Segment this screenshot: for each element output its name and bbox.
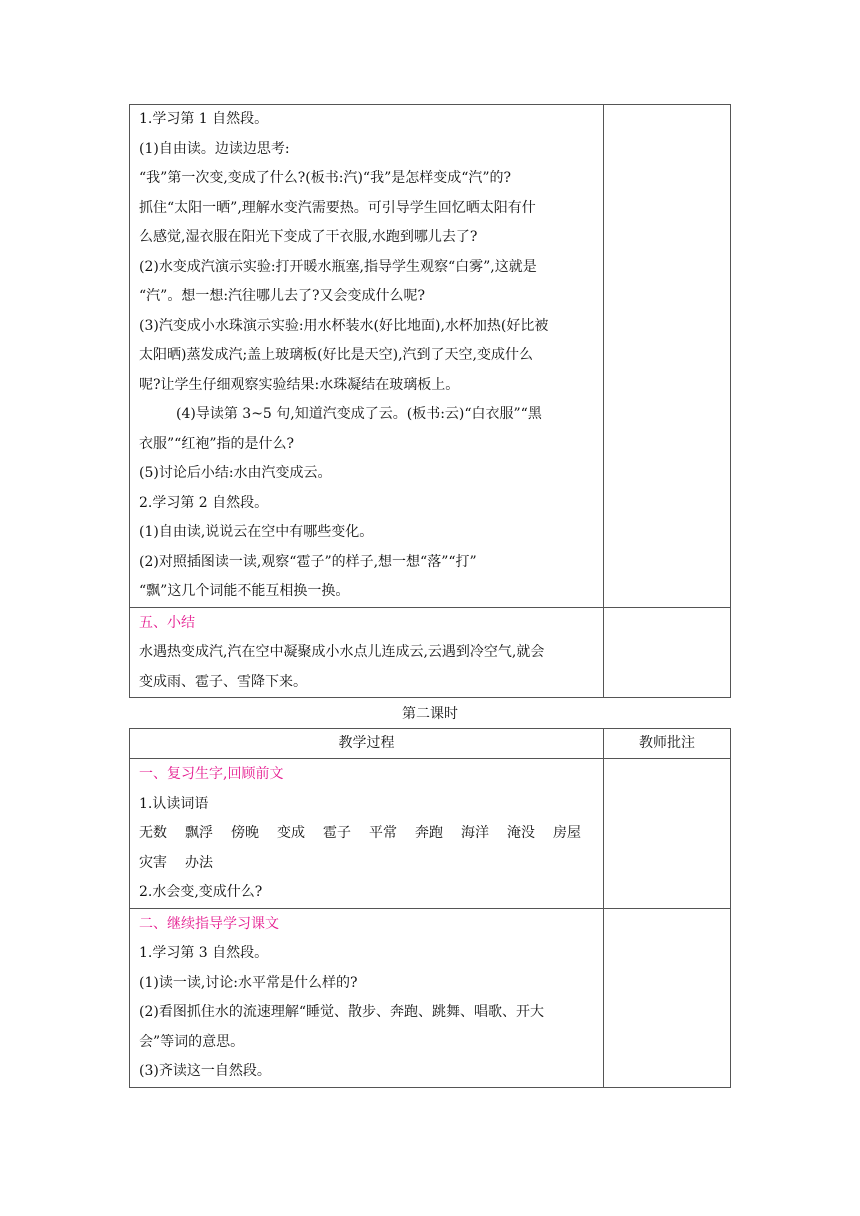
word: 傍晚: [231, 825, 259, 841]
word-list: [139, 819, 595, 849]
section-summary-row: [130, 607, 730, 698]
teacher-comment-cell: [603, 105, 730, 607]
text-line: (5)讨论后小结:水由汽变成云。: [139, 465, 332, 481]
text-line: “飘”这几个词能不能互相换一换。: [139, 583, 350, 599]
section-continue-row: [130, 908, 730, 1087]
word: 海洋: [461, 825, 489, 841]
text-line: 呢?让学生仔细观察实验结果:水珠凝结在玻璃板上。: [139, 376, 460, 393]
header-comments: 教师批注: [603, 729, 730, 758]
section-review-row: [130, 758, 730, 908]
teacher-comment-cell: [603, 759, 730, 908]
lesson-table-2: [129, 728, 731, 1088]
word: 淹没: [507, 825, 535, 841]
teacher-comment-cell: [603, 909, 730, 1087]
process-cell: [130, 909, 603, 1087]
process-cell: [130, 608, 603, 698]
text-line: 会”等词的意思。: [139, 1033, 245, 1050]
text-line: (2)看图抓住水的流速理解“睡觉、散步、奔跑、跳舞、唱歌、开大: [139, 1004, 544, 1020]
text-line: 水遇热变成汽,汽在空中凝聚成小水点儿连成云,云遇到冷空气,就会: [139, 644, 545, 660]
section-heading: 一、复习生字,回顾前文: [139, 766, 284, 782]
section-reading-row: [130, 105, 730, 607]
text-line: 2.学习第 2 自然段。: [139, 494, 269, 511]
text-line: 1.学习第 1 自然段。: [139, 111, 269, 127]
lesson-table-1: [129, 104, 731, 698]
section-heading: 五、小结: [139, 614, 195, 631]
table-header-row: [130, 729, 730, 758]
text-line: 1.学习第 3 自然段。: [139, 945, 269, 961]
text-line: 太阳晒)蒸发成汽;盖上玻璃板(好比是天空),汽到了天空,变成什么: [139, 347, 534, 363]
text-line: 衣服”“红袍”指的是什么?: [139, 435, 294, 452]
header-process: 教学过程: [338, 735, 395, 751]
text-line: “我”第一次变,变成了什么?(板书:汽)“我”是怎样变成“汽”的?: [139, 170, 512, 186]
word: 奔跑: [415, 825, 443, 841]
text-line: (1)自由读。边读边思考:: [139, 140, 290, 157]
text-line: 2.水会变,变成什么?: [139, 884, 263, 900]
process-cell: [130, 759, 603, 908]
word-list: [139, 849, 595, 879]
text-line: (3)齐读这一自然段。: [139, 1063, 271, 1079]
teacher-comment-cell: [603, 608, 730, 698]
word: 房屋: [553, 825, 581, 841]
text-line: “汽”。想一想:汽往哪儿去了?又会变成什么呢?: [139, 288, 426, 304]
word: 办法: [185, 854, 213, 871]
text-line: (1)读一读,讨论:水平常是什么样的?: [139, 974, 358, 991]
text-line: (4)导读第 3~5 句,知道汽变成了云。(板书:云)“白衣服”“黑: [176, 406, 542, 422]
text-line: 1.认读词语: [139, 795, 209, 812]
process-cell: [130, 105, 603, 607]
text-line: (1)自由读,说说云在空中有哪些变化。: [139, 524, 374, 540]
word: 平常: [369, 825, 397, 841]
word: 灾害: [139, 854, 167, 871]
word: 雹子: [323, 825, 351, 841]
word: 变成: [277, 825, 305, 841]
text-line: 变成雨、雹子、雪降下来。: [139, 673, 307, 690]
text-line: 抓住“太阳一晒”,理解水变汽需要热。可引导学生回忆晒太阳有什: [139, 199, 536, 216]
text-line: 么感觉,湿衣服在阳光下变成了干衣服,水跑到哪儿去了?: [139, 229, 478, 245]
lesson-caption: 第二课时: [402, 706, 458, 722]
word: 无数: [139, 825, 167, 841]
text-line: (3)汽变成小水珠演示实验:用水杯装水(好比地面),水杯加热(好比被: [139, 317, 549, 334]
section-heading: 二、继续指导学习课文: [139, 915, 279, 932]
text-line: (2)对照插图读一读,观察“雹子”的样子,想一想“落”“打”: [139, 553, 477, 570]
word: 飘浮: [185, 825, 213, 841]
text-line: (2)水变成汽演示实验:打开暖水瓶塞,指导学生观察“白雾”,这就是: [139, 258, 537, 275]
